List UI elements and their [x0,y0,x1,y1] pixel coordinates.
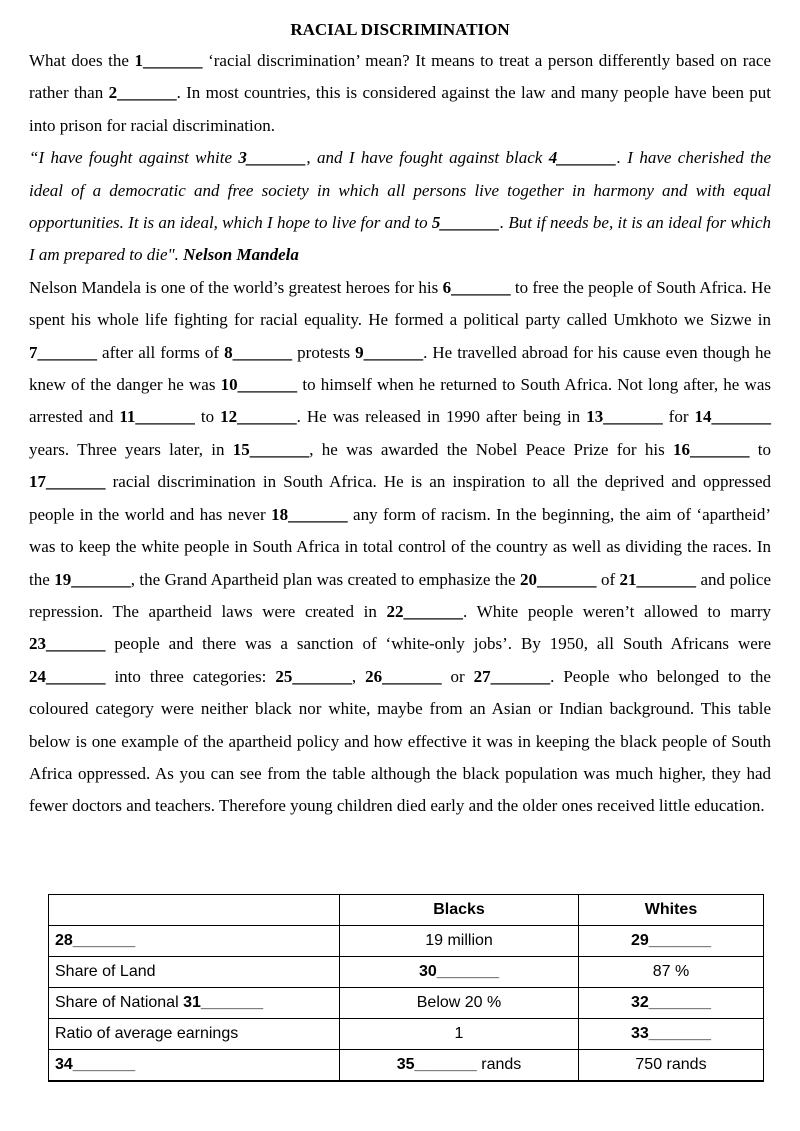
table-cell: 750 rands [579,1050,764,1082]
blank-25[interactable]: 25_______ [275,666,352,686]
blank-16[interactable]: 16_______ [672,439,750,459]
table-row [49,1050,764,1082]
text: What does the [29,51,135,70]
text: . But if needs be, it is an ideal for which I am prepared to die". [29,213,772,265]
blank-4[interactable]: 4_______ [548,148,617,168]
worksheet-page [29,17,771,823]
table-cell: 87 % [579,957,764,988]
table-cell: 35_______ rands [340,1050,579,1082]
table-cell [340,957,579,988]
blank-8[interactable]: 8_______ [224,342,293,362]
table-header-cell [49,895,340,926]
table-header-row [49,895,764,926]
table-cell: Share of National 31_______ [49,988,340,1019]
blank-26[interactable]: 26_______ [365,666,442,686]
table-row [49,926,764,957]
blank-18[interactable]: 18_______ [271,504,348,524]
blank-27[interactable]: 27_______ [473,666,551,686]
blank-1[interactable]: 1_______ [134,51,203,70]
blank-20[interactable]: 20_______ [520,569,597,589]
table-header-whites: Whites [579,895,764,926]
blank-30[interactable]: 30_______ [418,963,500,980]
blank-21[interactable]: 21_______ [619,569,697,589]
blank-5[interactable]: 5_______ [431,213,500,233]
table-row [49,957,764,988]
blank-22[interactable]: 22_______ [386,601,464,621]
blank-14[interactable]: 14_______ [694,407,772,427]
blank-12[interactable]: 12_______ [220,407,297,427]
intro-paragraph [29,45,771,142]
main-paragraph: Nelson Mandela is one of the world’s greatest heroes for his 6_______ to free the people of South Africa. He spent his whole life fighting for racial equality. He formed a political party called Umkhoto we Sizwe in 7_______ after all forms of 8_______ protests 9_______. He travelled abroad for his cause even though he knew of the danger he was 10_______ to himself when he returned to South Africa. Not long after, he was arrested and 11_______ to 12_______. He was released in 1990 after being in 13_______ for 14_______ years. Three years later, in 15_______, he was awarded the Nobel Peace Prize for his 16_______ to 17_______ racial discrimination in South Africa. He is an inspiration to all the deprived and oppressed people in the world and has never 18_______ any form of racism. In the beginning, the aim of ‘apartheid’ was to keep the white people in South Africa in total control of the country as well as dividing the races. In the 19_______, the Grand Apartheid plan was created to emphasize the 20_______ of 21_______ and police repression. The apartheid laws were created in 22_______. White people weren’t allowed to marry 23_______ people and there was a sanction of ‘white-only jobs’. By 1950, all South Africans were 24_______ into three categories: 25_______, 26_______ or 27_______. People who belonged to the coloured category were neither black nor white, maybe from an Asian or Indian background. This table below is one example of the apartheid policy and how effective it was in keeping the black people of South Africa oppressed. As you can see from the table although the black population was much higher, they had fewer doctors and teachers. Therefore young children died early and the older ones received little education. [29,277,772,816]
blank-31[interactable]: 31_______ [183,994,264,1011]
blank-11[interactable]: 11_______ [119,407,195,427]
table-cell [49,1050,340,1082]
page-title: RACIAL DISCRIMINATION [290,20,510,39]
blank-35[interactable]: 35_______ [396,1056,477,1073]
table-row [49,1019,764,1050]
blank-17[interactable]: 17_______ [29,472,106,492]
table-cell [579,926,764,957]
blank-10[interactable]: 10_______ [220,375,298,395]
blank-15[interactable]: 15_______ [232,439,310,459]
blank-34[interactable]: 34_______ [55,1056,136,1073]
blank-29[interactable]: 29_______ [630,932,712,949]
text: , and I have fought against black [306,148,549,168]
text: . In most countries, this is considered against the law and many people have been put into prison for racial discrimination. [29,83,772,135]
blank-28[interactable]: 28_______ [55,932,136,949]
text: “I have fought against white [29,148,239,168]
blank-9[interactable]: 9_______ [355,342,424,362]
blank-3[interactable]: 3_______ [238,148,307,168]
mandela-quote [29,142,771,272]
blank-2[interactable]: 2_______ [108,83,177,103]
blank-33[interactable]: 33_______ [630,1025,712,1042]
table-cell [579,1019,764,1050]
quote-author: Nelson Mandela [183,245,299,265]
blank-32[interactable]: 32_______ [630,994,712,1011]
table-cell: 19 million [340,926,579,957]
text: ‘racial discrimination’ mean? It means to treat a person differently based on race rather than [29,51,771,103]
text: . I have cherished the ideal of a democratic and free society in which all persons live together in harmony and with equal opportunities. It is an ideal, which I hope to live for and to [29,148,771,233]
table-cell: Ratio of average earnings [49,1019,340,1050]
blank-24[interactable]: 24_______ [29,666,106,686]
blank-7[interactable]: 7_______ [29,342,97,362]
blank-23[interactable]: 23_______ [29,634,106,654]
table-row [49,988,764,1019]
table-cell [579,988,764,1019]
apartheid-table [48,894,764,1082]
table-cell: Below 20 % [340,988,579,1019]
table-cell: 1 [340,1019,579,1050]
blank-13[interactable]: 13_______ [586,407,663,427]
table-cell: Share of Land [49,957,340,988]
blank-19[interactable]: 19_______ [54,569,131,589]
table-header-blacks: Blacks [340,895,579,926]
blank-6[interactable]: 6_______ [442,277,511,297]
table-cell [49,926,340,957]
